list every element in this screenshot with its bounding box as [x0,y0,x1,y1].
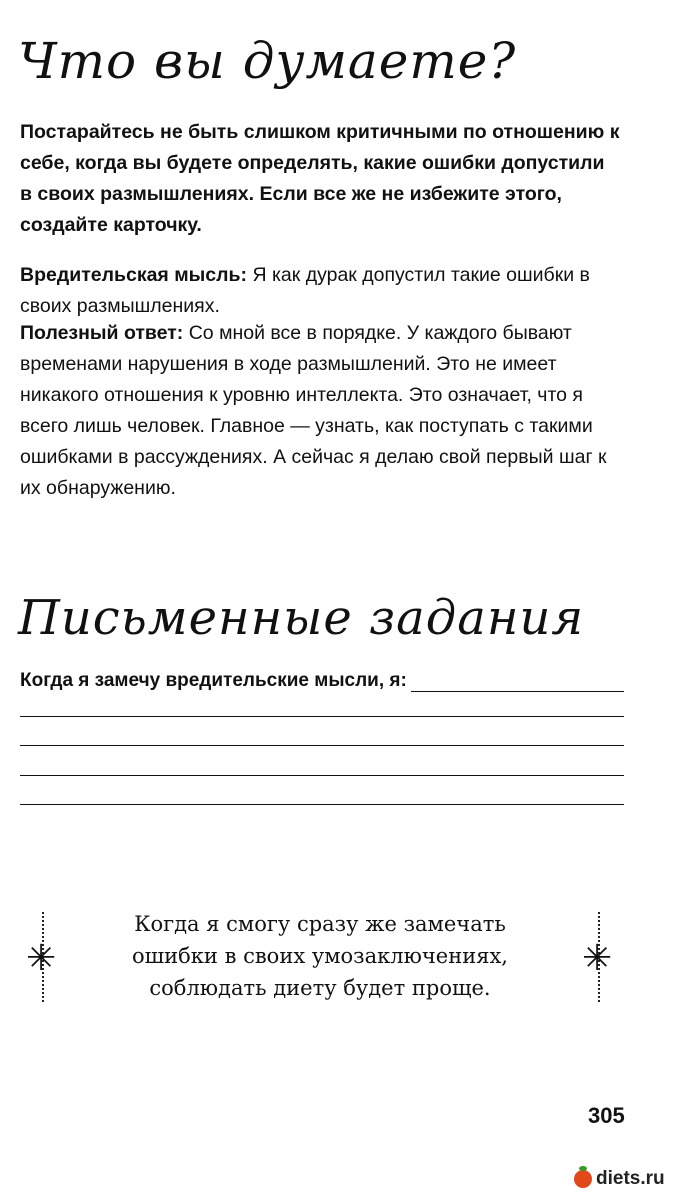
writing-prompt [20,670,624,692]
intro-paragraph: Постарайтесь не быть слишком критичными по отношению к себе, когда вы будете определять, какие ошибки допустили в своих размышлениях. Если все же не избежите этого, создайте карточку. [20,121,620,236]
writing-prompt-label: Когда я замечу вредительские мысли, я: [20,670,407,691]
answer-line[interactable] [20,804,624,805]
answer-line[interactable] [20,775,624,776]
harmful-thought-label: Вредительская мысль: [20,264,248,286]
watermark-text: diets.ru [596,1168,665,1189]
answer-blank-first[interactable] [411,673,624,692]
harmful-thought-text: Я как дурак допустил такие ошибки в своих размышлениях. [20,264,590,317]
star-icon: ✳ [582,937,613,978]
helpful-answer-text: Со мной все в порядке. У каждого бывают временами нарушения в ходе размышлений. Это не имеет никакого отношения к уровню интеллекта. Это означает, что я всего лишь человек. Главное — узнать, как поступать с такими ошибками в рассуждениях. А сейчас я делаю свой первый шаг к их обнаружению. [20,322,607,499]
answer-line[interactable] [20,745,624,746]
tip-quote: Когда я смогу сразу же замечать ошибки в своих умозаключениях, соблюдать диету будет проще. [132,912,508,1000]
section-heading-what-do-you-think: Что вы думаете? [18,32,517,90]
harmful-thought-paragraph [20,260,630,322]
answer-line[interactable] [20,716,624,717]
star-icon: ✳ [26,937,57,978]
helpful-answer-paragraph [20,318,630,504]
section-heading-written-tasks: Письменные задания [18,590,585,646]
apple-icon [574,1170,592,1188]
watermark [574,1168,665,1190]
page-number: 305 [588,1103,625,1128]
helpful-answer-label: Полезный ответ: [20,322,184,344]
